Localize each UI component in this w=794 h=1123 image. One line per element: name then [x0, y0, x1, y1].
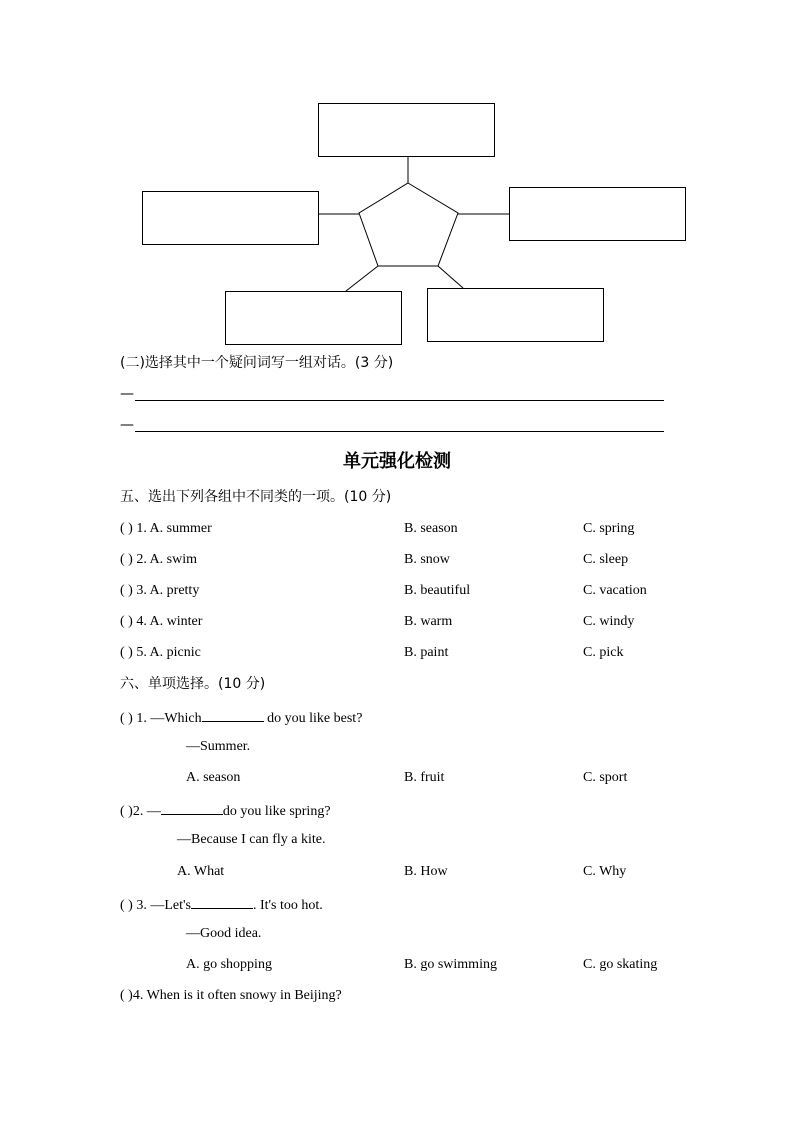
- option-b: B. beautiful: [404, 583, 471, 598]
- question-2-answer: —Because I can fly a kite.: [177, 832, 326, 847]
- question-1-tail: do you like best?: [267, 711, 363, 726]
- question-1-answer: —Summer.: [186, 739, 251, 754]
- answer-box-left[interactable]: [143, 192, 319, 245]
- section6-heading: 六、单项选择。(10 分): [120, 676, 266, 692]
- answer-blank[interactable]: [161, 800, 223, 815]
- option-b: B. go swimming: [404, 957, 497, 972]
- answer-box-bottom-left[interactable]: [226, 292, 402, 345]
- question-4[interactable]: ( )4. When is it often snowy in Beijing?: [120, 988, 342, 1003]
- dialog-line-2[interactable]: [135, 431, 664, 432]
- item-stem[interactable]: ( ) 1. A. summer: [120, 521, 212, 536]
- answer-blank[interactable]: [191, 894, 253, 909]
- option-c: C. pick: [583, 645, 624, 660]
- option-c: C. spring: [583, 521, 635, 536]
- connector-bottom-left: [346, 266, 378, 291]
- question-2-stem[interactable]: ( )2. —: [120, 804, 161, 819]
- option-b: B. fruit: [404, 770, 445, 785]
- question-2: [120, 800, 331, 821]
- part2-instruction: (二)选择其中一个疑问词写一组对话。(3 分): [120, 355, 394, 371]
- option-c: C. Why: [583, 864, 627, 879]
- section5-heading: 五、选出下列各组中不同类的一项。(10 分): [120, 489, 392, 505]
- option-a: A. go shopping: [186, 957, 272, 972]
- option-c: C. sleep: [583, 552, 629, 567]
- option-c: C. sport: [583, 770, 628, 785]
- question-2-tail: do you like spring?: [222, 804, 331, 819]
- dialog-line-2-dash: —: [120, 417, 134, 433]
- unit-title: 单元强化检测: [343, 451, 451, 472]
- answer-box-top[interactable]: [319, 104, 495, 157]
- option-a: A. What: [177, 864, 225, 879]
- mind-map-diagram: [0, 0, 794, 350]
- question-1: [120, 707, 362, 728]
- item-stem[interactable]: ( ) 4. A. winter: [120, 614, 203, 629]
- option-b: B. season: [404, 521, 458, 536]
- item-stem[interactable]: ( ) 3. A. pretty: [120, 583, 200, 598]
- option-b: B. snow: [404, 552, 450, 567]
- answer-box-bottom-right[interactable]: [428, 289, 604, 342]
- item-stem[interactable]: ( ) 2. A. swim: [120, 552, 197, 567]
- question-3-answer: —Good idea.: [186, 926, 262, 941]
- option-a: A. season: [186, 770, 241, 785]
- answer-box-right[interactable]: [510, 188, 686, 241]
- option-c: C. vacation: [583, 583, 647, 598]
- connector-bottom-right: [438, 266, 463, 288]
- dialog-line-1-dash: —: [120, 386, 134, 402]
- item-stem[interactable]: ( ) 5. A. picnic: [120, 645, 201, 660]
- option-c: C. windy: [583, 614, 635, 629]
- center-pentagon: [359, 183, 458, 266]
- dialog-line-1[interactable]: [135, 400, 664, 401]
- question-3-stem[interactable]: ( ) 3. —Let's: [120, 898, 191, 913]
- question-3: [120, 894, 323, 915]
- question-3-tail: . It's too hot.: [252, 898, 323, 913]
- option-b: B. paint: [404, 645, 449, 660]
- option-c: C. go skating: [583, 957, 658, 972]
- question-1-stem[interactable]: ( ) 1. —Which: [120, 711, 202, 726]
- answer-blank[interactable]: [202, 707, 264, 722]
- option-b: B. warm: [404, 614, 453, 629]
- option-b: B. How: [404, 864, 448, 879]
